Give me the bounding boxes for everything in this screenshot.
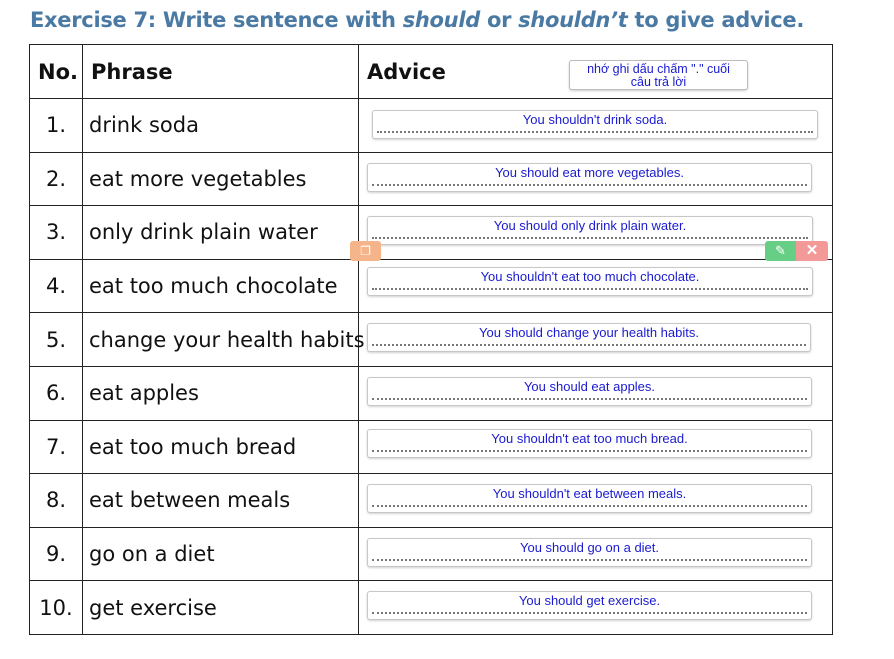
table-row <box>30 581 833 635</box>
row-number: 5. <box>30 313 83 367</box>
answer-text: You shouldn't eat too much bread. <box>491 430 688 446</box>
answer-input[interactable] <box>367 323 811 352</box>
answer-text: You should get exercise. <box>518 593 661 609</box>
row-number: 10. <box>30 581 83 635</box>
row-number: 9. <box>30 527 83 581</box>
header-phrase: Phrase <box>83 45 359 99</box>
dotted-line <box>372 398 807 400</box>
close-icon: ✕ <box>805 242 819 259</box>
copy-icon: ❐ <box>360 244 371 258</box>
pencil-icon: ✎ <box>775 243 786 258</box>
answer-text: You shouldn't eat too much chocolate. <box>480 268 700 284</box>
exercise-table <box>29 44 833 635</box>
answer-input[interactable] <box>367 591 812 620</box>
title-should: should <box>402 8 480 32</box>
dotted-line <box>372 450 807 452</box>
row-phrase: eat too much chocolate <box>83 259 359 313</box>
row-number: 3. <box>30 206 83 260</box>
dotted-line <box>377 131 813 133</box>
advice-cell <box>359 366 833 420</box>
edit-button[interactable] <box>765 241 796 261</box>
table-row <box>30 99 833 153</box>
advice-cell <box>359 206 833 260</box>
advice-cell <box>359 152 833 206</box>
table-row <box>30 420 833 474</box>
dotted-line <box>372 184 807 186</box>
dotted-line <box>372 237 808 239</box>
answer-input[interactable] <box>367 538 812 567</box>
row-phrase: drink soda <box>83 99 359 153</box>
table-row <box>30 313 833 367</box>
copy-button[interactable] <box>350 241 381 261</box>
advice-cell <box>359 259 833 313</box>
table-row <box>30 474 833 528</box>
dotted-line <box>372 344 806 346</box>
row-number: 4. <box>30 259 83 313</box>
row-number: 1. <box>30 99 83 153</box>
table-row <box>30 527 833 581</box>
answer-text: You should eat apples. <box>523 378 656 394</box>
advice-cell <box>359 581 833 635</box>
row-number: 6. <box>30 366 83 420</box>
title-shouldnt: shouldn’t <box>518 8 628 32</box>
advice-cell <box>359 474 833 528</box>
answer-input[interactable] <box>367 484 812 513</box>
dotted-line <box>372 612 807 614</box>
row-phrase: eat more vegetables <box>83 152 359 206</box>
answer-input[interactable] <box>367 429 812 458</box>
answer-text: You should eat more vegetables. <box>495 164 684 180</box>
answer-text: You shouldn't drink soda. <box>522 112 668 127</box>
table-row <box>30 366 833 420</box>
answer-input[interactable] <box>367 163 812 192</box>
row-number: 8. <box>30 474 83 528</box>
table-row <box>30 152 833 206</box>
answer-input[interactable] <box>367 216 813 245</box>
answer-text: You should only drink plain water. <box>493 218 687 234</box>
dotted-line <box>372 505 807 507</box>
answer-text: You should change your health habits. <box>479 325 699 341</box>
answer-text: You shouldn't eat between meals. <box>492 486 687 502</box>
dotted-line <box>372 559 807 561</box>
row-phrase: eat between meals <box>83 474 359 528</box>
answer-input[interactable] <box>367 377 812 406</box>
row-number: 2. <box>30 152 83 206</box>
row-phrase: only drink plain water <box>83 206 359 260</box>
header-advice: Advice <box>359 45 833 99</box>
note-line-1: nhớ ghi dấu chấm "." cuối <box>587 62 730 76</box>
answer-input[interactable] <box>372 110 818 139</box>
row-phrase: change your health habits <box>83 313 359 367</box>
sticky-note[interactable] <box>569 60 748 90</box>
table-row <box>30 259 833 313</box>
exercise-title <box>30 8 804 32</box>
row-number: 7. <box>30 420 83 474</box>
dotted-line <box>372 288 808 290</box>
advice-cell <box>359 527 833 581</box>
advice-cell <box>359 420 833 474</box>
answer-text: You should go on a diet. <box>519 539 660 555</box>
advice-cell <box>359 99 833 153</box>
delete-button[interactable] <box>796 241 828 261</box>
row-phrase: get exercise <box>83 581 359 635</box>
note-line-2: câu trả lời <box>630 75 687 89</box>
title-prefix: Exercise 7: Write sentence with <box>30 8 403 32</box>
row-phrase: eat apples <box>83 366 359 420</box>
answer-input[interactable] <box>367 267 813 296</box>
header-no: No. <box>30 45 83 99</box>
table-row <box>30 206 833 260</box>
row-phrase: eat too much bread <box>83 420 359 474</box>
row-phrase: go on a diet <box>83 527 359 581</box>
title-suffix: to give advice. <box>627 8 805 32</box>
title-or: or <box>479 8 519 32</box>
advice-cell <box>359 313 833 367</box>
